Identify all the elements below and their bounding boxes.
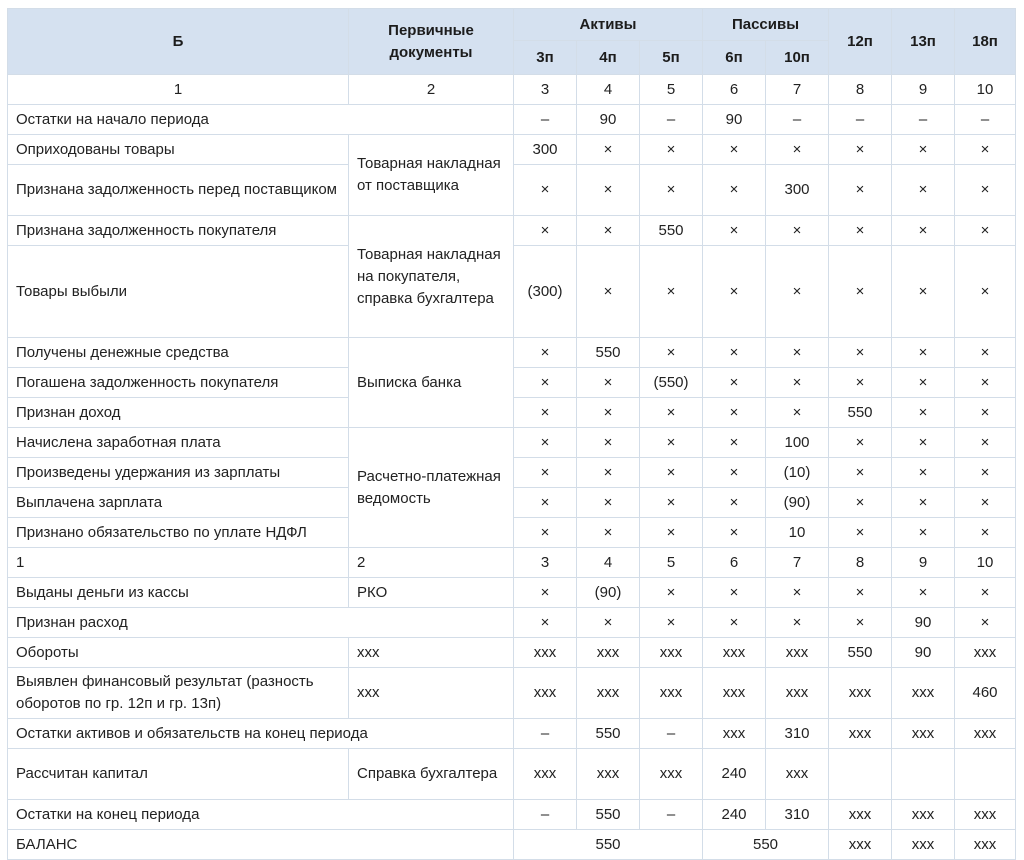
value-cell: × (829, 338, 892, 368)
doc-cell: xxx (349, 668, 514, 719)
row-label: БАЛАНС (8, 830, 514, 860)
value-cell: × (577, 165, 640, 216)
value-cell: 3 (514, 548, 577, 578)
doc-cell: xxx (349, 638, 514, 668)
value-cell: × (955, 338, 1016, 368)
value-cell: × (577, 246, 640, 338)
value-cell: xxx (766, 749, 829, 800)
num-cell: 6 (703, 75, 766, 105)
value-cell: (300) (514, 246, 577, 338)
value-cell: × (703, 135, 766, 165)
doc-cell: Товарная накладная от поставщика (349, 135, 514, 216)
row-label: Товары выбыли (8, 246, 349, 338)
value-cell: xxx (640, 668, 703, 719)
value-cell: × (703, 338, 766, 368)
value-cell: – (514, 105, 577, 135)
row-label: Признано обязательство по уплате НДФЛ (8, 518, 349, 548)
value-cell: × (766, 246, 829, 338)
row-label: Остатки активов и обязательств на конец периода (8, 719, 514, 749)
accounting-table (7, 8, 1016, 860)
value-cell: (10) (766, 458, 829, 488)
value-cell: 10 (766, 518, 829, 548)
row-label: Признан доход (8, 398, 349, 428)
value-cell: × (703, 246, 766, 338)
row-label: Произведены удержания из зарплаты (8, 458, 349, 488)
value-cell: × (955, 578, 1016, 608)
value-cell: xxx (514, 749, 577, 800)
value-cell: xxx (955, 638, 1016, 668)
value-cell: × (703, 518, 766, 548)
row-label: Начислена заработная плата (8, 428, 349, 458)
num-cell: 9 (892, 75, 955, 105)
num-cell: 10 (955, 75, 1016, 105)
value-cell: × (955, 368, 1016, 398)
value-cell: × (766, 216, 829, 246)
value-cell: – (766, 105, 829, 135)
value-cell: – (955, 105, 1016, 135)
value-cell: × (703, 608, 766, 638)
value-cell: × (955, 488, 1016, 518)
value-cell: × (514, 578, 577, 608)
value-cell: × (892, 135, 955, 165)
value-cell: × (829, 368, 892, 398)
value-cell: xxx (766, 638, 829, 668)
num-cell: 3 (514, 75, 577, 105)
value-cell: × (703, 165, 766, 216)
row-label: Получены денежные средства (8, 338, 349, 368)
value-cell: xxx (703, 719, 766, 749)
value-cell: × (514, 458, 577, 488)
value-cell: 8 (829, 548, 892, 578)
value-cell: × (829, 488, 892, 518)
value-cell: × (766, 135, 829, 165)
doc-cell: Выписка банка (349, 338, 514, 428)
value-cell: xxx (703, 638, 766, 668)
value-cell (892, 749, 955, 800)
value-cell: xxx (892, 800, 955, 830)
value-cell: 4 (577, 548, 640, 578)
value-cell: – (640, 800, 703, 830)
value-cell: × (640, 398, 703, 428)
value-cell: × (703, 216, 766, 246)
value-cell: × (829, 165, 892, 216)
value-cell: × (892, 246, 955, 338)
value-cell: 10 (955, 548, 1016, 578)
value-cell: 90 (703, 105, 766, 135)
table-row (8, 749, 1016, 800)
value-cell: × (766, 398, 829, 428)
value-cell: – (892, 105, 955, 135)
value-cell: xxx (640, 638, 703, 668)
value-cell: xxx (892, 719, 955, 749)
value-cell: × (955, 428, 1016, 458)
value-cell: × (514, 608, 577, 638)
value-cell: xxx (766, 668, 829, 719)
value-cell: 7 (766, 548, 829, 578)
value-cell: × (766, 608, 829, 638)
value-cell: × (955, 608, 1016, 638)
value-cell: × (892, 518, 955, 548)
doc-cell: 2 (349, 548, 514, 578)
value-cell: × (703, 488, 766, 518)
value-cell: 550 (577, 800, 640, 830)
value-cell: × (640, 428, 703, 458)
value-cell: 550 (577, 338, 640, 368)
value-cell: – (514, 719, 577, 749)
row-label: Признана задолженность перед поставщиком (8, 165, 349, 216)
value-cell: 5 (640, 548, 703, 578)
value-cell: × (514, 368, 577, 398)
value-cell: 310 (766, 800, 829, 830)
doc-cell: Справка бухгалтера (349, 749, 514, 800)
value-cell: × (892, 165, 955, 216)
row-label: Выявлен финансовый результат (разность оборотов по гр. 12п и гр. 13п) (8, 668, 349, 719)
value-cell: xxx (892, 830, 955, 860)
header-assets: Активы (514, 9, 703, 41)
value-cell: × (703, 458, 766, 488)
value-cell: × (514, 428, 577, 458)
doc-cell: Товарная накладная на покупателя, справка бухгалтера (349, 216, 514, 338)
value-cell: × (955, 135, 1016, 165)
value-cell: xxx (577, 749, 640, 800)
table-row (8, 548, 1016, 578)
value-cell: × (955, 216, 1016, 246)
value-cell: 550 (829, 638, 892, 668)
value-cell: × (514, 338, 577, 368)
value-cell: 550 (829, 398, 892, 428)
doc-cell: РКО (349, 578, 514, 608)
value-cell: × (829, 135, 892, 165)
value-cell: 240 (703, 800, 766, 830)
value-cell: 550 (640, 216, 703, 246)
value-cell (955, 749, 1016, 800)
row-label: Оприходованы товары (8, 135, 349, 165)
value-cell: × (703, 398, 766, 428)
value-cell: × (514, 216, 577, 246)
value-cell: × (766, 578, 829, 608)
value-cell: × (703, 368, 766, 398)
value-cell: × (766, 338, 829, 368)
header-3p: 3п (514, 41, 577, 75)
value-cell: 550 (577, 719, 640, 749)
row-label: Остатки на конец периода (8, 800, 514, 830)
value-cell: × (640, 458, 703, 488)
value-cell: × (577, 135, 640, 165)
value-cell: × (892, 398, 955, 428)
num-cell: 5 (640, 75, 703, 105)
value-cell: 300 (766, 165, 829, 216)
header-5p: 5п (640, 41, 703, 75)
num-cell: 4 (577, 75, 640, 105)
row-label: Рассчитан капитал (8, 749, 349, 800)
value-cell: × (640, 135, 703, 165)
table-row (8, 216, 1016, 246)
value-cell: × (577, 428, 640, 458)
value-cell: × (892, 216, 955, 246)
value-cell: × (766, 368, 829, 398)
value-cell: xxx (829, 800, 892, 830)
numbering-row (8, 75, 1016, 105)
value-cell: × (577, 368, 640, 398)
table-row (8, 338, 1016, 368)
row-label: Обороты (8, 638, 349, 668)
value-cell: × (829, 428, 892, 458)
value-cell: × (514, 488, 577, 518)
value-cell: × (829, 216, 892, 246)
value-cell: – (514, 800, 577, 830)
header-13p: 13п (892, 9, 955, 75)
value-cell: 100 (766, 428, 829, 458)
header-12p: 12п (829, 9, 892, 75)
value-cell: × (892, 338, 955, 368)
value-cell: × (892, 368, 955, 398)
value-cell: 240 (703, 749, 766, 800)
header-col-docs: Первичные документы (349, 9, 514, 75)
assets-total: 550 (514, 830, 703, 860)
value-cell: 300 (514, 135, 577, 165)
row-label: Выданы деньги из кассы (8, 578, 349, 608)
value-cell: × (640, 488, 703, 518)
value-cell: × (892, 578, 955, 608)
table-row (8, 800, 1016, 830)
value-cell: × (703, 428, 766, 458)
doc-cell: Расчетно-платежная ведомость (349, 428, 514, 548)
value-cell: × (514, 398, 577, 428)
value-cell: × (703, 578, 766, 608)
value-cell: × (829, 578, 892, 608)
table-row (8, 105, 1016, 135)
value-cell: × (577, 398, 640, 428)
header-4p: 4п (577, 41, 640, 75)
value-cell: (90) (577, 578, 640, 608)
value-cell: × (514, 165, 577, 216)
value-cell (829, 749, 892, 800)
value-cell: × (640, 165, 703, 216)
value-cell: xxx (514, 668, 577, 719)
value-cell: × (955, 246, 1016, 338)
row-label: Остатки на начало периода (8, 105, 514, 135)
value-cell: 9 (892, 548, 955, 578)
value-cell: 310 (766, 719, 829, 749)
value-cell: xxx (514, 638, 577, 668)
value-cell: 90 (892, 638, 955, 668)
header-col-b: Б (8, 9, 349, 75)
value-cell: 460 (955, 668, 1016, 719)
value-cell: × (640, 608, 703, 638)
num-cell: 8 (829, 75, 892, 105)
value-cell: 6 (703, 548, 766, 578)
value-cell: × (640, 518, 703, 548)
value-cell: × (892, 458, 955, 488)
value-cell: (550) (640, 368, 703, 398)
value-cell: × (640, 338, 703, 368)
value-cell: × (955, 398, 1016, 428)
value-cell: xxx (955, 719, 1016, 749)
header-6p: 6п (703, 41, 766, 75)
header-18p: 18п (955, 9, 1016, 75)
table-row (8, 719, 1016, 749)
value-cell: xxx (955, 800, 1016, 830)
table-row (8, 608, 1016, 638)
value-cell: xxx (892, 668, 955, 719)
value-cell: × (955, 518, 1016, 548)
value-cell: × (829, 608, 892, 638)
num-cell: 7 (766, 75, 829, 105)
num-cell: 1 (8, 75, 349, 105)
value-cell: 90 (577, 105, 640, 135)
value-cell: × (892, 488, 955, 518)
value-cell: × (640, 246, 703, 338)
value-cell: xxx (703, 668, 766, 719)
value-cell: × (955, 165, 1016, 216)
value-cell: xxx (955, 830, 1016, 860)
row-label: Погашена задолженность покупателя (8, 368, 349, 398)
row-label: Признан расход (8, 608, 514, 638)
value-cell: (90) (766, 488, 829, 518)
value-cell: xxx (640, 749, 703, 800)
value-cell: – (640, 105, 703, 135)
header-liabilities: Пассивы (703, 9, 829, 41)
value-cell: × (577, 458, 640, 488)
liabilities-total: 550 (703, 830, 829, 860)
balance-row (8, 830, 1016, 860)
value-cell: xxx (829, 830, 892, 860)
value-cell: xxx (829, 668, 892, 719)
header-10p: 10п (766, 41, 829, 75)
value-cell: xxx (829, 719, 892, 749)
value-cell: × (640, 578, 703, 608)
value-cell: × (514, 518, 577, 548)
value-cell: × (577, 216, 640, 246)
value-cell: × (577, 518, 640, 548)
value-cell: xxx (577, 668, 640, 719)
table-row (8, 428, 1016, 458)
value-cell: 90 (892, 608, 955, 638)
value-cell: xxx (577, 638, 640, 668)
value-cell: × (829, 246, 892, 338)
value-cell: × (829, 518, 892, 548)
value-cell: – (829, 105, 892, 135)
value-cell: – (640, 719, 703, 749)
row-label: Выплачена зарплата (8, 488, 349, 518)
value-cell: × (829, 458, 892, 488)
row-label: Признана задолженность покупателя (8, 216, 349, 246)
row-label: 1 (8, 548, 349, 578)
table-row (8, 638, 1016, 668)
value-cell: × (577, 608, 640, 638)
table-row (8, 135, 1016, 165)
table-row (8, 578, 1016, 608)
value-cell: × (955, 458, 1016, 488)
value-cell: × (577, 488, 640, 518)
value-cell: × (892, 428, 955, 458)
num-cell: 2 (349, 75, 514, 105)
table-row (8, 668, 1016, 719)
